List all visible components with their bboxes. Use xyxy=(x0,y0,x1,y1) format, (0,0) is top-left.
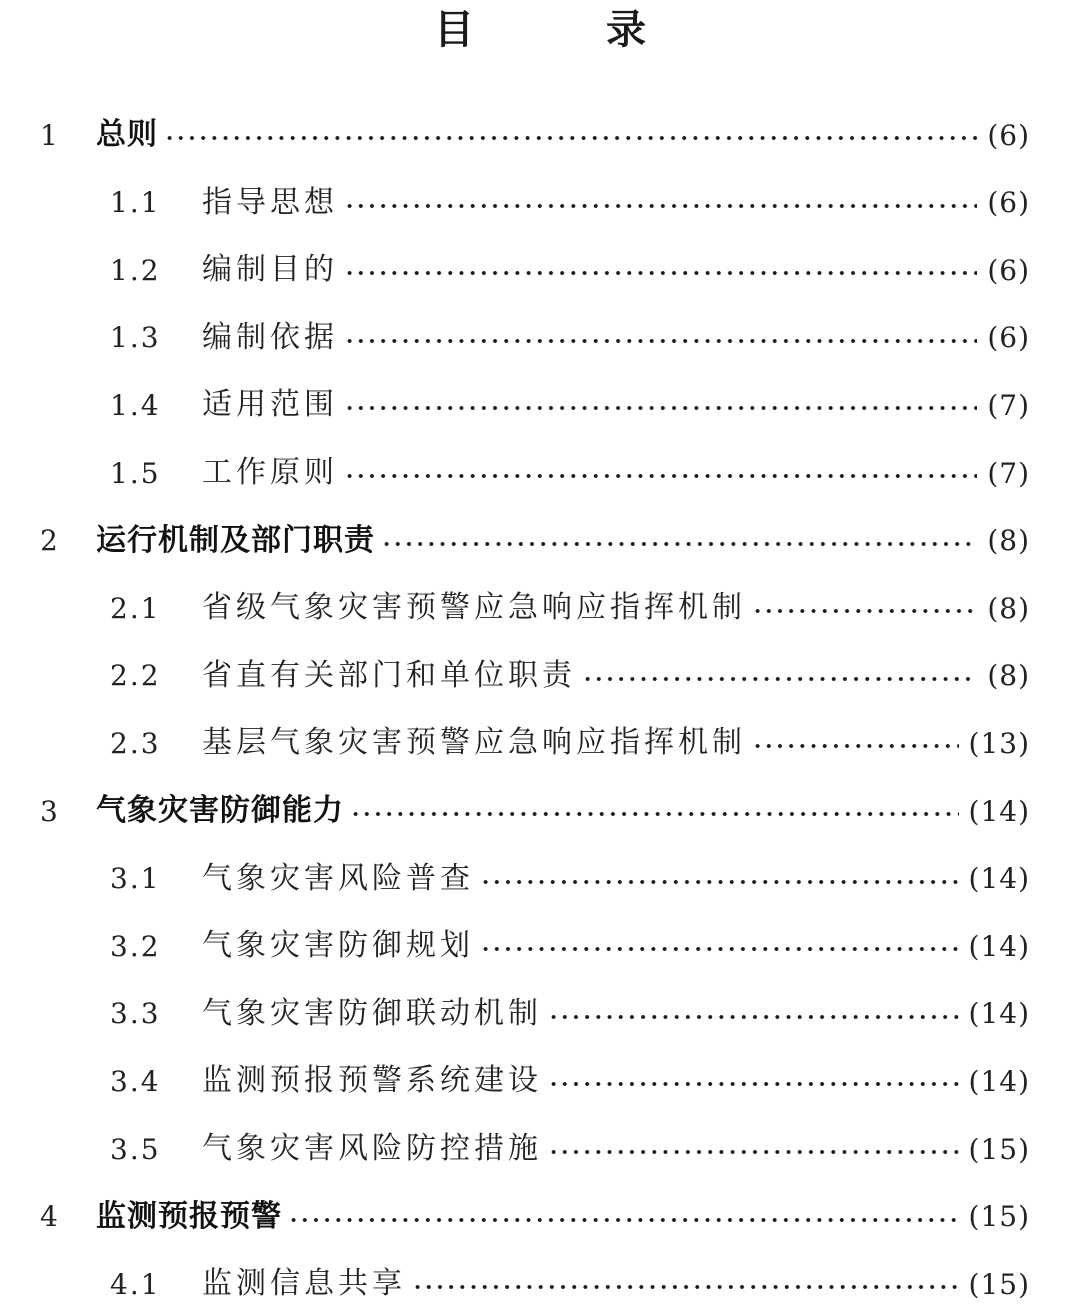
toc-dot-leader xyxy=(480,879,959,885)
toc-entry-page: (8) xyxy=(987,659,1030,693)
toc-entry-page: (14) xyxy=(968,929,1030,963)
toc-entry-page: (7) xyxy=(987,456,1030,490)
toc-entry-title: 编制依据 xyxy=(202,319,338,355)
toc-entry-title: 气象灾害风险防控措施 xyxy=(202,1131,542,1166)
toc-entry-number: 1.5 xyxy=(110,456,161,490)
toc-dot-leader xyxy=(344,270,977,276)
toc-entry-page: (15) xyxy=(968,1267,1030,1301)
toc-entry-number: 1.1 xyxy=(110,186,161,220)
toc-entry[interactable] xyxy=(0,511,1080,571)
toc-entry-page: (6) xyxy=(987,186,1030,220)
toc-entry-title: 工作原则 xyxy=(202,455,338,490)
toc-dot-leader xyxy=(548,1081,959,1087)
toc-entry-page: (14) xyxy=(968,1064,1030,1098)
toc-entry[interactable] xyxy=(0,984,1080,1044)
toc-entry-number: 4 xyxy=(40,1200,58,1234)
toc-entry-number: 1.2 xyxy=(110,253,161,287)
toc-entry-number: 3.5 xyxy=(110,1132,161,1166)
toc-entry[interactable] xyxy=(0,308,1080,368)
toc-entry-page: (15) xyxy=(968,1200,1030,1234)
toc-entry-number: 2.1 xyxy=(110,591,161,625)
toc-dot-leader xyxy=(381,541,977,547)
toc-entry[interactable] xyxy=(0,781,1080,841)
toc-entry[interactable] xyxy=(0,173,1080,233)
toc-entry-number: 2 xyxy=(40,524,58,558)
toc-entry[interactable] xyxy=(0,1051,1080,1111)
toc-dot-leader xyxy=(164,135,977,141)
toc-entry-number: 1.4 xyxy=(110,388,161,422)
toc-entry-number: 3.4 xyxy=(110,1064,161,1098)
toc-entry[interactable] xyxy=(0,240,1080,300)
toc-entry-page: (13) xyxy=(968,726,1030,760)
toc-entry[interactable] xyxy=(0,578,1080,638)
toc-entry[interactable] xyxy=(0,1119,1080,1179)
toc-entry-title: 监测预报预警 xyxy=(96,1198,282,1234)
toc-entry-page: (8) xyxy=(987,591,1030,625)
toc-dot-leader xyxy=(548,1149,959,1155)
toc-entry-number: 3.1 xyxy=(110,862,161,896)
toc-dot-leader xyxy=(548,1014,959,1020)
toc-entry-title: 省级气象灾害预警应急响应指挥机制 xyxy=(202,590,746,626)
toc-entry-page: (6) xyxy=(987,118,1030,152)
toc-entry-number: 3 xyxy=(40,794,58,828)
toc-entry-title: 气象灾害防御联动机制 xyxy=(202,995,542,1031)
toc-entry-page: (6) xyxy=(987,321,1030,355)
toc-entry-title: 适用范围 xyxy=(202,387,338,423)
toc-dot-leader xyxy=(350,811,959,817)
toc-entry[interactable] xyxy=(0,375,1080,435)
toc-dot-leader xyxy=(344,473,977,479)
toc-dot-leader xyxy=(752,608,977,614)
toc-dot-leader xyxy=(582,676,977,682)
toc-entry-number: 2.3 xyxy=(110,726,161,760)
toc-entry-title: 总则 xyxy=(96,117,158,152)
toc-entry-number: 3.3 xyxy=(110,997,161,1031)
toc-entry-title: 监测信息共享 xyxy=(202,1266,406,1302)
toc-entry-page: (14) xyxy=(968,997,1030,1031)
toc-entry[interactable] xyxy=(0,849,1080,909)
toc-entry-page: (14) xyxy=(968,862,1030,896)
toc-entry-title: 气象灾害防御规划 xyxy=(202,928,474,964)
toc-entry-title: 气象灾害风险普查 xyxy=(202,860,474,896)
toc-entry-number: 3.2 xyxy=(110,929,161,963)
toc-entry-title: 监测预报预警系统建设 xyxy=(202,1063,542,1099)
toc-dot-leader xyxy=(344,405,977,411)
toc-dot-leader xyxy=(288,1217,959,1223)
toc-entry-number: 1 xyxy=(40,118,58,152)
toc-dot-leader xyxy=(480,946,959,952)
toc-entry[interactable] xyxy=(0,916,1080,976)
toc-entry-title: 编制目的 xyxy=(202,252,338,288)
toc-entry[interactable] xyxy=(0,713,1080,773)
toc-dot-leader xyxy=(412,1284,959,1290)
toc-entry-title: 指导思想 xyxy=(202,184,338,220)
toc-dot-leader xyxy=(752,743,959,749)
toc-entry-number: 1.3 xyxy=(110,321,161,355)
toc-entry-title: 运行机制及部门职责 xyxy=(96,522,375,558)
toc-entry-title: 基层气象灾害预警应急响应指挥机制 xyxy=(202,725,746,761)
toc-entry[interactable] xyxy=(0,646,1080,706)
toc-entry-page: (14) xyxy=(968,794,1030,828)
toc-entry-page: (15) xyxy=(968,1132,1030,1166)
toc-entry[interactable] xyxy=(0,443,1080,503)
toc-entry-number: 2.2 xyxy=(110,659,161,693)
toc-entry-page: (8) xyxy=(987,524,1030,558)
toc-entry-page: (6) xyxy=(987,253,1030,287)
toc-entry-title: 气象灾害防御能力 xyxy=(96,793,344,828)
toc-dot-leader xyxy=(344,338,977,344)
toc-dot-leader xyxy=(344,203,977,209)
toc-entry[interactable] xyxy=(0,1187,1080,1247)
toc-entry-page: (7) xyxy=(987,388,1030,422)
toc-entry[interactable] xyxy=(0,105,1080,165)
toc-entry[interactable] xyxy=(0,1254,1080,1314)
toc-entry-title: 省直有关部门和单位职责 xyxy=(202,657,576,693)
toc-entry-number: 4.1 xyxy=(110,1267,161,1301)
page-title: 目 录 xyxy=(434,7,692,53)
